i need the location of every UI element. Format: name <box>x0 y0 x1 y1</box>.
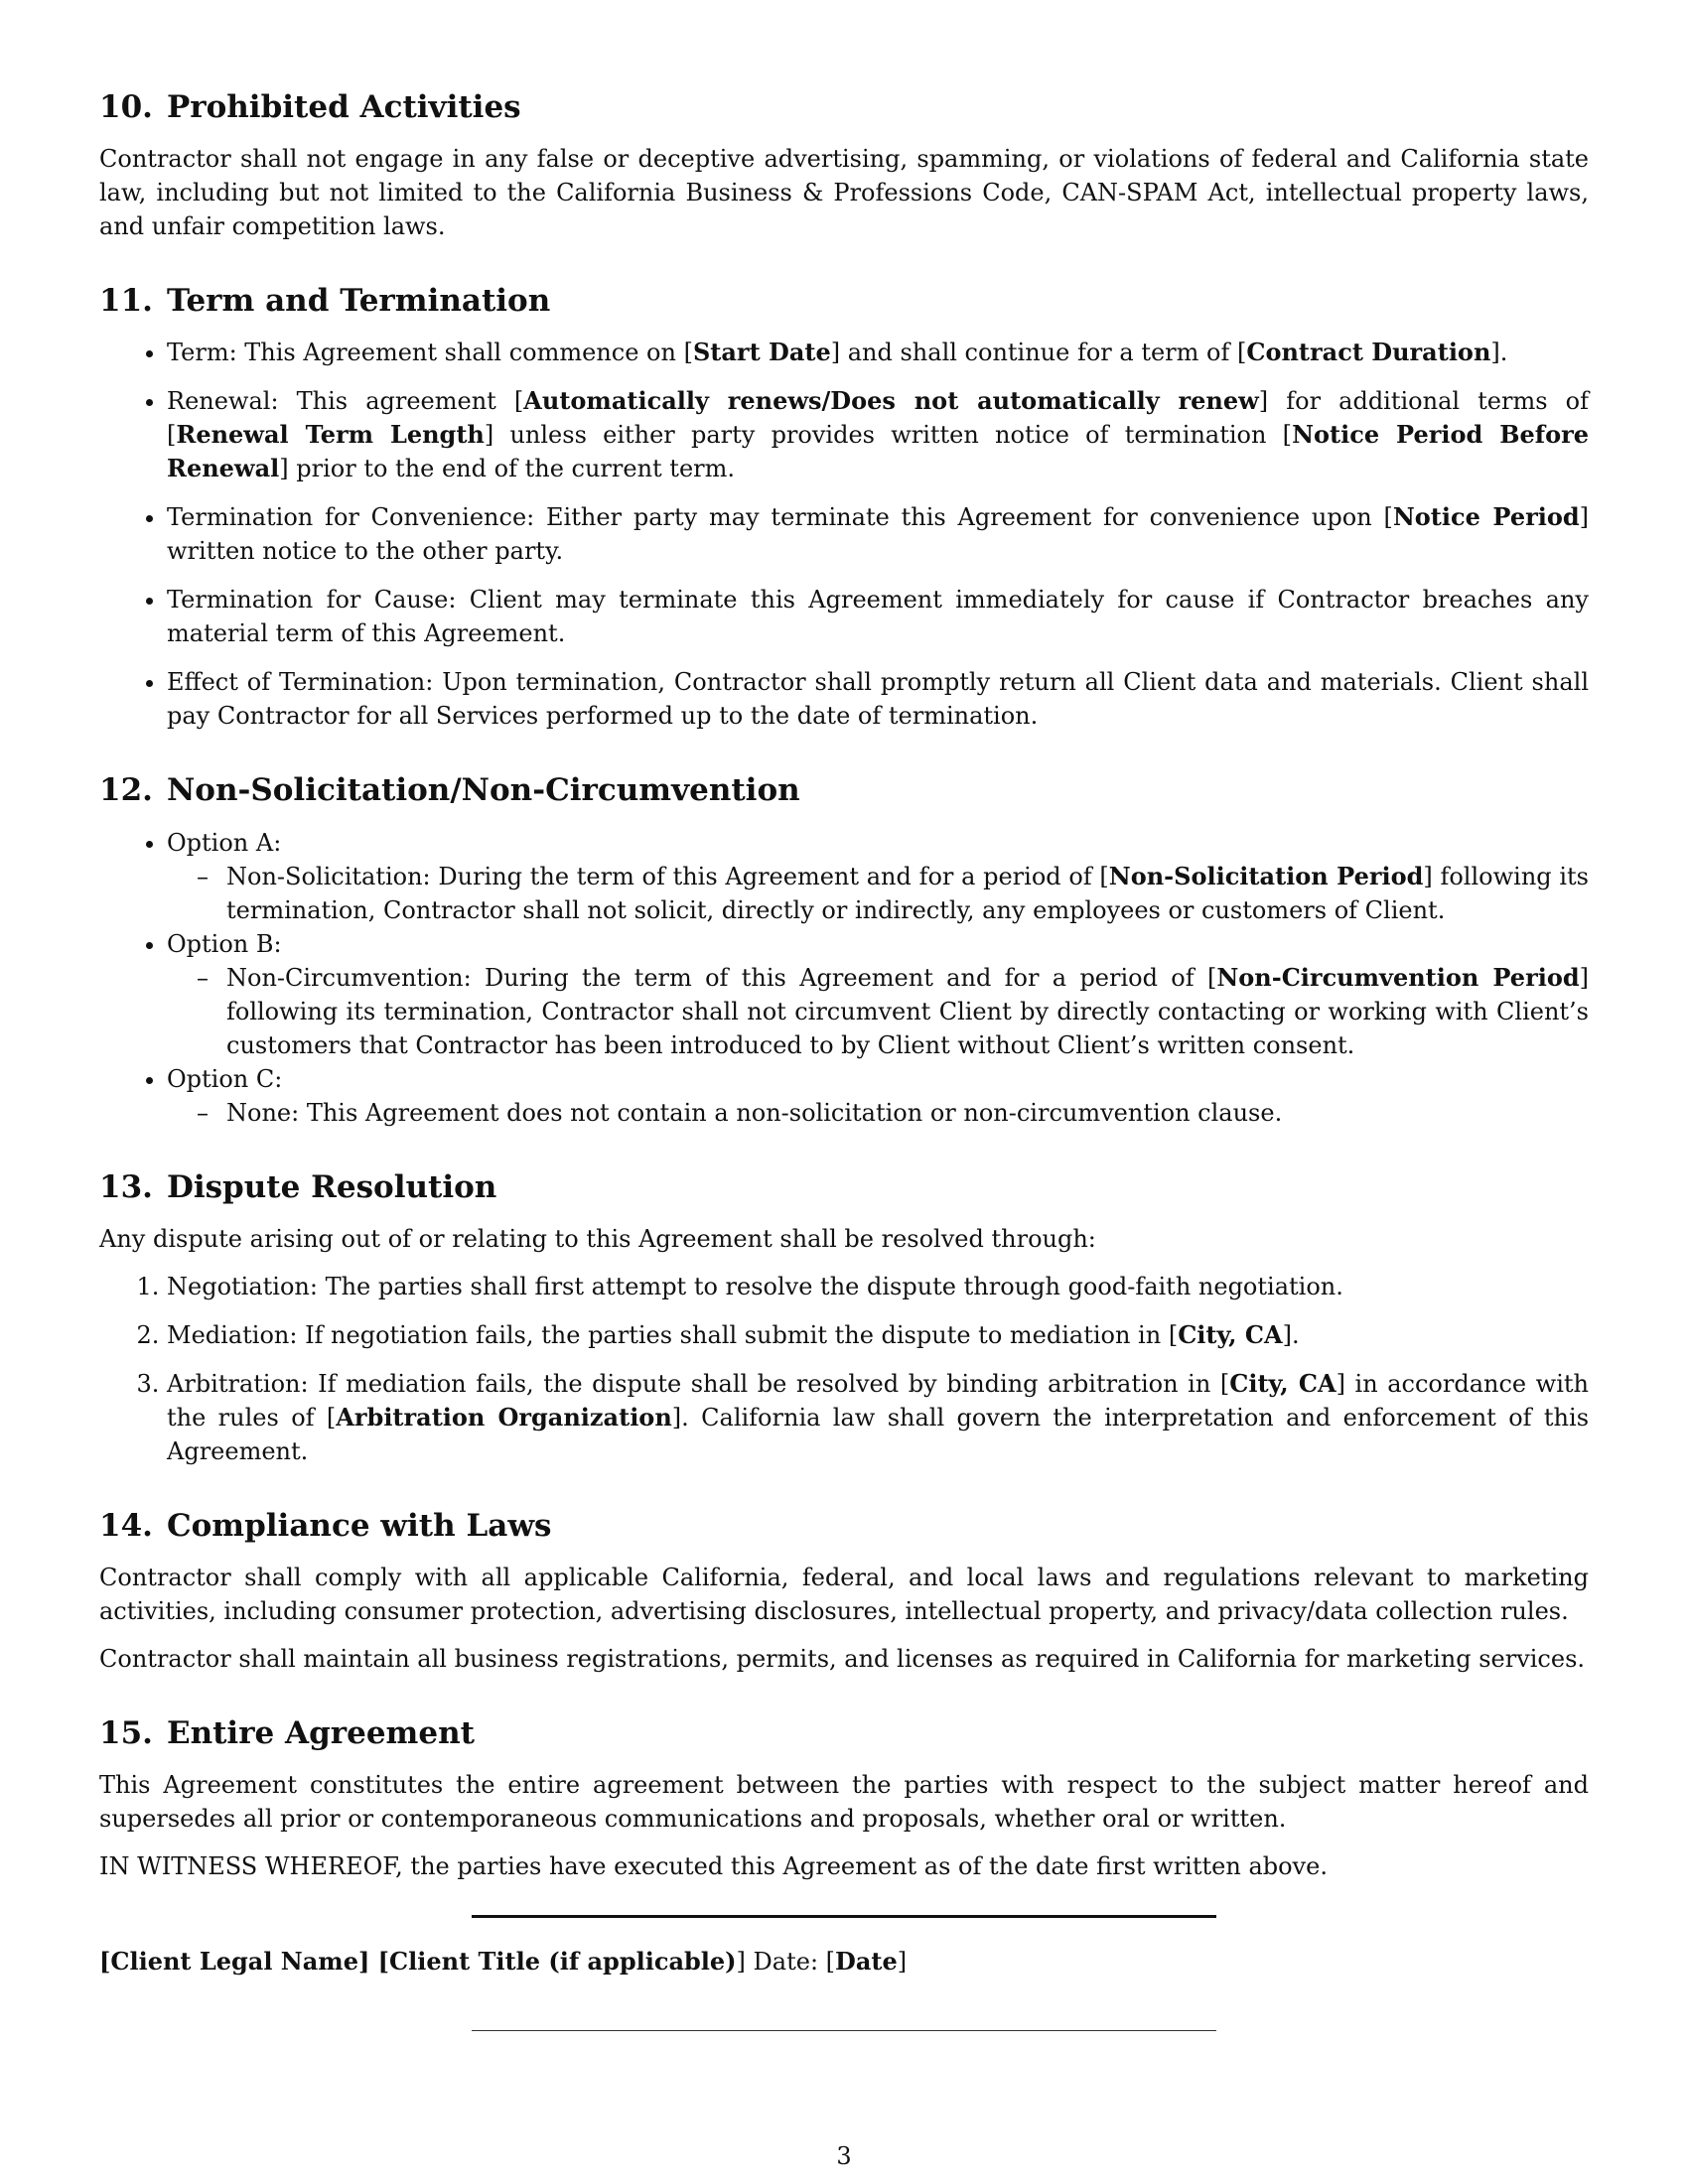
placeholder-contract-duration: Contract Duration <box>1246 338 1491 367</box>
dispute-steps-list <box>99 1270 1589 1468</box>
list-item-option-b: • Option B: – Non-Circumvention: During the term of this Agreement and for a period of [Non-Circumvention Period] following its termination, Contractor shall not circumvent Client by directly contacting or working with Client’s customers that Contractor has been introduced to by Client without Client’s written consent. <box>167 927 1589 1062</box>
paragraph: Contractor shall maintain all business registrations, permits, and licenses as required in California for marketing services. <box>99 1644 1586 1673</box>
section-title: Term and Termination <box>166 283 551 320</box>
sub-item-non-circumvention: – Non-Circumvention: During the term of this Agreement and for a period of [Non-Circumvention Period] following its termination, Contractor shall not circumvent Client by directly contacting or working with Client’s customers that Contractor has been introduced to by Client without Client’s written consent. <box>226 961 1589 1062</box>
list-item-option-c: • Option C: – None: This Agreement does not contain a non-solicitation or non-circumvention clause. <box>167 1062 1589 1130</box>
section-heading <box>99 89 1589 126</box>
section-title: Compliance with Laws <box>166 1507 552 1544</box>
section-compliance <box>99 1508 1589 1676</box>
section-entire-agreement <box>99 1715 1589 1883</box>
section-title: Non-Solicitation/Non-Circumvention <box>166 772 800 809</box>
placeholder-renewal-term: Renewal Term Length <box>176 420 485 450</box>
placeholder-arbitration-org: Arbitration Organization <box>336 1402 672 1432</box>
list-item-mediation: 2. Mediation: If negotiation fails, the parties shall submit the dispute to mediation in [City, CA]. <box>167 1318 1589 1352</box>
options-list <box>99 826 1589 1130</box>
paragraph: Any dispute arising out of or relating to this Agreement shall be resolved through: <box>99 1224 1096 1253</box>
section-number: 12. <box>99 772 153 809</box>
section-title: Dispute Resolution <box>166 1168 497 1205</box>
list-item-arbitration: 3. Arbitration: If mediation fails, the dispute shall be resolved by binding arbitration in [City, CA] in accordance with the rules of [Arbitration Organization]. California law shall govern the interpretation and enforcement of this Agreement. <box>167 1367 1589 1468</box>
section-dispute-resolution <box>99 1169 1589 1468</box>
sub-item-non-solicitation: – Non-Solicitation: During the term of this Agreement and for a period of [Non-Solicitation Period] following its termination, Contractor shall not solicit, directly or indirectly, any employees or customers of Client. <box>226 860 1589 927</box>
placeholder-renewal-option: Automatically renews/Does not automatically renew <box>523 386 1259 416</box>
section-non-solicitation <box>99 772 1589 1129</box>
placeholder-city: City, CA <box>1229 1368 1336 1398</box>
section-term-and-termination <box>99 283 1589 733</box>
placeholder-date: Date <box>835 1947 898 1977</box>
paragraph: IN WITNESS WHEREOF, the parties have executed this Agreement as of the date first written above. <box>99 1852 1328 1881</box>
list-item-renewal: • Renewal: This agreement [Automatically renews/Does not automatically renew] for additional terms of [Renewal Term Length] unless either party provides written notice of termination [Notice Period Before Renewal] prior to the end of the current term. <box>167 384 1589 485</box>
sub-item-none: – None: This Agreement does not contain a non-solicitation or non-circumvention clause. <box>226 1096 1589 1130</box>
section-number: 14. <box>99 1507 153 1544</box>
placeholder-notice-period: Notice Period <box>1392 502 1580 532</box>
placeholder-start-date: Start Date <box>692 338 831 367</box>
list-item-term: • Term: This Agreement shall commence on [Start Date] and shall continue for a term of [Contract Duration]. <box>167 336 1589 369</box>
signature-line <box>472 1915 1216 1918</box>
section-heading <box>99 283 1589 320</box>
placeholder-notice-before-renewal: Notice Period Before Renewal <box>167 420 1590 483</box>
paragraph: This Agreement constitutes the entire agreement between the parties with respect to the subject matter hereof and supersedes all prior or contemporaneous communications and proposals, whether oral or written. <box>99 1771 1589 1834</box>
section-number: 13. <box>99 1168 153 1205</box>
section-prohibited-activities <box>99 89 1589 243</box>
list-item-effect: • Effect of Termination: Upon termination, Contractor shall promptly return all Client data and materials. Client shall pay Contractor for all Services performed up to the date of termination. <box>167 665 1589 733</box>
signature-caption: [Client Legal Name] [Client Title (if applicable)] Date: [Date] <box>99 1947 908 1977</box>
list-item-option-a: • Option A: – Non-Solicitation: During the term of this Agreement and for a period of [Non-Solicitation Period] following its termination, Contractor shall not solicit, directly or indirectly, any employees or customers of Client. <box>167 826 1589 927</box>
page-number: 3 <box>836 2142 852 2170</box>
signature-line <box>472 2030 1216 2031</box>
section-heading <box>99 1169 1589 1206</box>
section-heading <box>99 772 1589 809</box>
section-number: 15. <box>99 1714 153 1751</box>
paragraph: Contractor shall not engage in any false or deceptive advertising, spamming, or violations of federal and California state law, including but not limited to the California Business & Professions Code, CAN-SPAM Act, intellectual property laws, and unfair competition laws. <box>99 145 1589 241</box>
section-title: Entire Agreement <box>166 1714 475 1751</box>
list-item-cause: • Termination for Cause: Client may terminate this Agreement immediately for cause if Contractor breaches any material term of this Agreement. <box>167 583 1589 650</box>
section-heading <box>99 1715 1589 1752</box>
list-item-convenience: • Termination for Convenience: Either party may terminate this Agreement for convenience upon [Notice Period] written notice to the other party. <box>167 500 1589 568</box>
section-heading <box>99 1508 1589 1545</box>
section-number: 10. <box>99 89 153 125</box>
document-page <box>99 89 1589 2066</box>
placeholder-client-title: Client Title (if applicable) <box>389 1947 737 1977</box>
section-number: 11. <box>99 283 153 320</box>
list-item-negotiation: 1. Negotiation: The parties shall first attempt to resolve the dispute through good-faith negotiation. <box>167 1270 1589 1303</box>
signature-block <box>99 1897 1589 2066</box>
term-list <box>99 336 1589 733</box>
placeholder-non-solicitation-period: Non-Solicitation Period <box>1108 861 1424 890</box>
section-title: Prohibited Activities <box>166 89 521 125</box>
placeholder-city: City, CA <box>1178 1319 1283 1349</box>
placeholder-client-name: Client Legal Name <box>110 1947 358 1977</box>
placeholder-non-circumvention-period: Non-Circumvention Period <box>1216 962 1580 992</box>
paragraph: Contractor shall comply with all applicable California, federal, and local laws and regulations relevant to marketing activities, including consumer protection, advertising disclosures, intellectual property, and privacy/data collection rules. <box>99 1563 1589 1625</box>
